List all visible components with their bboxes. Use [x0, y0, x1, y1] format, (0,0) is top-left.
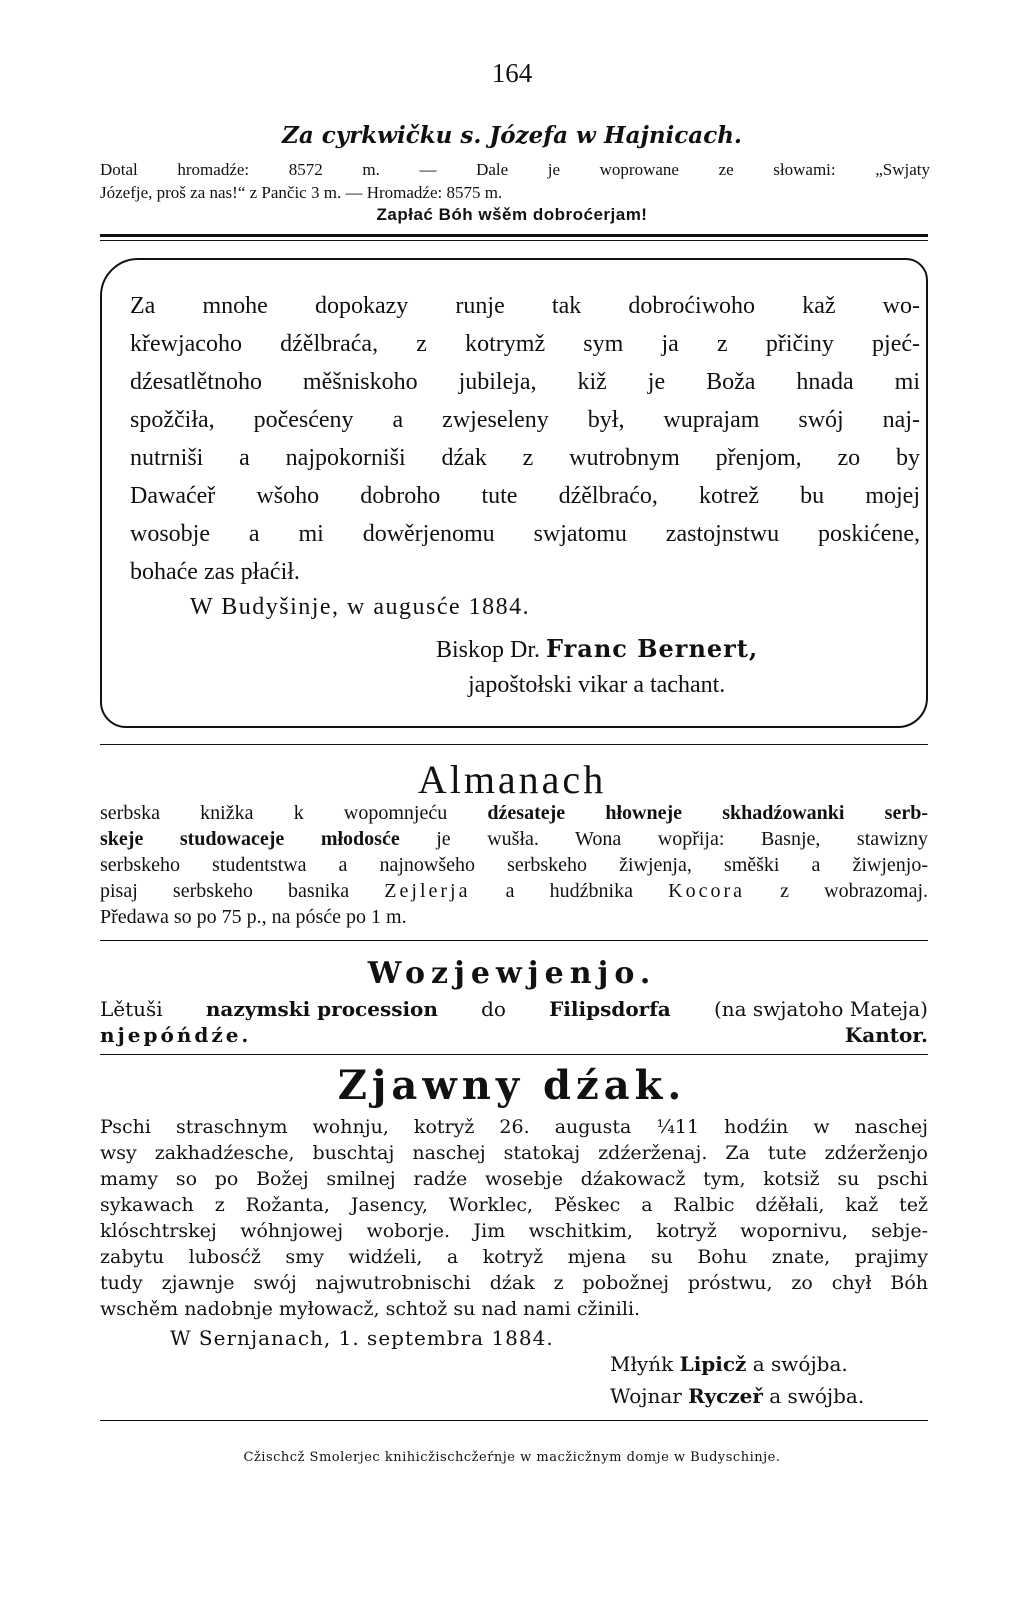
thanks-text-line: wschěm nadobnje myłowacž, schtož su nad nami cžinili.	[100, 1298, 641, 1320]
almanach-bold-text: skeje studowaceje młodosće	[100, 828, 400, 850]
thanks-text-line: zabytu lubosćž smy widźeli, a kotryž mjena su Bohu znate, prajimy	[100, 1246, 928, 1268]
almanach-text: z wobrazomaj.	[780, 880, 929, 902]
notice-line: Za mnohe dopokazy runje tak dobroćiwoho kaž wo-	[130, 293, 920, 319]
announcement-text: Lětuši	[100, 997, 163, 1021]
composer-name: Kocora	[668, 880, 745, 902]
almanach-title: Almanach	[417, 757, 607, 802]
notice-line: wosobje a mi dowěrjenomu swjatomu zastojnstwu poskićene,	[130, 521, 920, 547]
signature-title: japoštołski vikar a tachant.	[468, 672, 726, 698]
divider	[100, 240, 928, 241]
signature-word: Młyńk	[610, 1352, 674, 1376]
divider	[100, 234, 928, 237]
almanach-text: je wušła. Wona wopřija: Basnje, stawizny	[436, 828, 929, 850]
page-number: 164	[491, 58, 533, 88]
thanks-signature	[610, 1352, 848, 1376]
thanks-text-line: wsy zakhadźesche, buschtaj naschej statokaj zdźerženaj. Za tute zdźerženjo	[100, 1142, 928, 1164]
text-line: Józefje, proš za nas!“ z Pančic 3 m. — Hromadźe: 8575 m.	[100, 183, 503, 202]
notice-place-date: W Budyšinje, w augusće 1884.	[190, 594, 531, 620]
notice-line: spožčiła, počesćeny a zwjeseleny był, wuprajam swój naj-	[130, 407, 920, 433]
signature-name: Lipicž	[679, 1352, 747, 1376]
almanach-text: a hudźbnika	[505, 880, 633, 902]
signature-prefix: Biskop Dr.	[436, 637, 541, 663]
notice-line: Dawaćeř wšoho dobroho tute dźělbraćo, kotrež bu mojej	[130, 483, 920, 509]
thanks-line: Zapłać Bóh wšěm dobroćerjam!	[376, 205, 648, 224]
thanks-text-line: klóschtrskej wóhnjowej woborje. Jim wschitkim, kotryž wopornivu, sebje-	[100, 1220, 928, 1242]
notice-line: křewjacoho dźělbraća, z kotrymž sym ja z přičiny pjeć-	[130, 331, 920, 357]
thanks-signature	[610, 1384, 864, 1408]
signature-word: Wojnar	[610, 1384, 682, 1408]
notice-signature	[436, 634, 758, 664]
price-text: Předawa so po 75 p.,	[100, 906, 267, 928]
announcement-signature: Kantor.	[844, 1023, 928, 1047]
announcement-text: do	[481, 997, 506, 1021]
divider	[100, 940, 928, 941]
notice-line: nutrniši a najpokorniši dźak z wutrobnym přenjom, zo by	[130, 445, 920, 471]
thanks-text-line: tudy zjawnje swój najwutrobnischi dźak z pobožnej próstwu, zo chył Bóh	[100, 1272, 928, 1294]
divider	[100, 1420, 928, 1421]
notice-line: bohaće zas płaćił.	[130, 559, 300, 585]
almanach-line	[100, 904, 928, 930]
announcement-bold-text: njepóńdźe.	[100, 1023, 252, 1047]
thanks-text-line: Pschi straschnym wohnju, kotryž 26. augusta ¼11 hodźin w naschej	[100, 1116, 928, 1138]
signature-word: a swójba.	[769, 1384, 865, 1408]
postage-text: na pósće po 1 m.	[271, 906, 407, 928]
notice-line: dźesatlětnoho měšniskoho jubileja, kiž je Boža hnada mi	[130, 369, 920, 395]
announcement-line	[100, 1022, 928, 1048]
almanach-line	[100, 826, 928, 852]
announcement-title: Wozjewjenjo.	[367, 956, 657, 991]
almanach-text: serbska knižka k wopomnjeću	[100, 802, 448, 824]
announcement-bold-text: nazymski procession	[205, 997, 438, 1021]
thanks-text-line: sykawach z Rožanta, Jasency, Worklec, Pěskec a Ralbic dźěłali, kaž tež	[100, 1194, 928, 1216]
signature-name: Franc Bernert,	[546, 634, 759, 663]
poet-name: Zejlerja	[384, 880, 471, 902]
thanks-place-date: W Sernjanach, 1. septembra 1884.	[170, 1326, 554, 1350]
section-heading: Za cyrkwičku s. Józefa w Hajnicach.	[282, 122, 742, 149]
almanach-line: serbskeho studentstwa a najnowšeho serbskeho žiwjenja, směški a žiwjenjo-	[100, 854, 928, 876]
almanach-bold-text: dźesateje hłowneje skhadźowanki serb-	[487, 802, 928, 824]
public-thanks-title: Zjawny dźak.	[337, 1062, 687, 1109]
printer-footer: Cžischcž Smolerjec knihicžischcžeŕnje w macžicžnym domje w Budyschinje.	[243, 1450, 781, 1465]
announcement-line	[100, 996, 928, 1022]
signature-name: Ryczeř	[688, 1384, 763, 1408]
almanach-line	[100, 800, 928, 826]
place-name: Filipsdorfa	[549, 997, 671, 1021]
divider	[100, 1054, 928, 1055]
almanach-text: pisaj serbskeho basnika	[100, 880, 350, 902]
signature-word: a swójba.	[752, 1352, 848, 1376]
almanach-line	[100, 878, 928, 904]
thanks-text-line: mamy so po Božej smilnej radźe wosebje dźakowacž tym, kotsiž su pschi	[100, 1168, 928, 1190]
divider	[100, 744, 928, 745]
text-line: Dotal hromadźe: 8572 m. — Dale je woprowane ze słowami: „Swjaty	[100, 160, 930, 179]
announcement-text: (na swjatoho Mateja)	[713, 997, 928, 1021]
